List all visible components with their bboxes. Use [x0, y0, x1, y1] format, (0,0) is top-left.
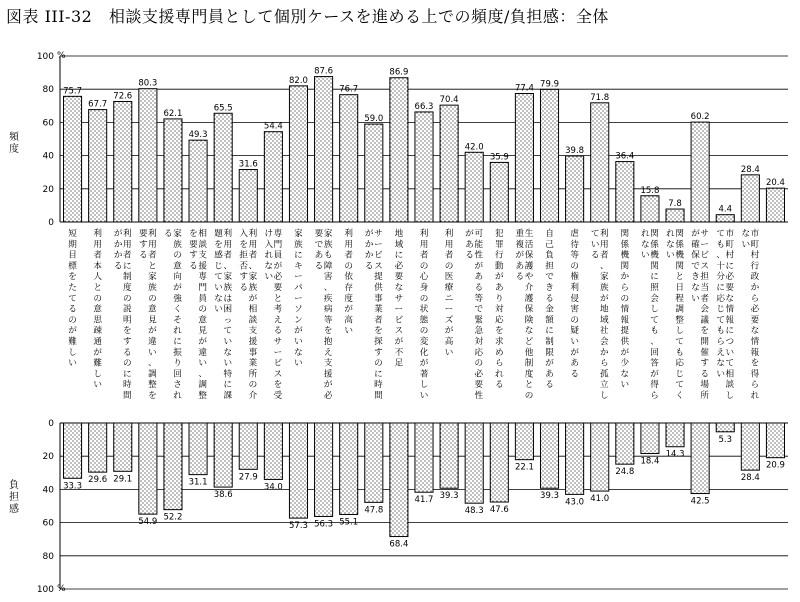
burden-bar [89, 423, 107, 472]
bottom-axis-title: 負担感 [9, 480, 19, 515]
frequency-bar [239, 170, 257, 222]
frequency-bar [691, 122, 709, 222]
frequency-value-label: 87.6 [314, 66, 334, 77]
frequency-value-label: 4.4 [718, 204, 733, 215]
frequency-bar [114, 101, 132, 222]
bottom-tick-label: 40 [42, 485, 54, 496]
frequency-value-label: 66.3 [414, 101, 434, 112]
frequency-bar [365, 124, 383, 222]
frequency-value-label: 28.4 [740, 164, 760, 175]
burden-bar [415, 423, 433, 492]
burden-value-label: 57.3 [289, 521, 308, 532]
category-label: 家族にキーパーソンがいない [294, 229, 303, 369]
frequency-bar [214, 113, 232, 222]
frequency-bar [766, 188, 784, 222]
burden-bar [390, 423, 408, 537]
frequency-bar [64, 96, 82, 222]
frequency-bar [440, 105, 458, 222]
burden-value-label: 41.0 [590, 494, 610, 505]
category-label: 家族も障害、疾病等を抱え支援が必要である [314, 229, 333, 401]
category-label: サービス担当者会議を開催する場所が確保できない [691, 229, 710, 401]
burden-bar [540, 423, 558, 488]
burden-value-label: 28.4 [740, 473, 760, 484]
burden-value-label: 27.9 [238, 472, 258, 483]
chart-title: 図表 III-32 相談支援専門員として個別ケースを進める上での頻度/負担感：全体 [6, 7, 609, 26]
frequency-bar [741, 175, 759, 222]
category-label: 関係機関からの情報提供が少ない [620, 229, 630, 391]
burden-bar [490, 423, 508, 502]
burden-value-label: 47.8 [364, 505, 384, 516]
frequency-bar [666, 209, 684, 222]
burden-bar [264, 423, 282, 479]
frequency-bar [264, 132, 282, 222]
category-label: 相談支援専門員の意見が違い、調整を要する [189, 229, 207, 401]
burden-bar [691, 423, 709, 494]
axes [9, 51, 66, 595]
burden-bar [766, 423, 784, 458]
burden-value-label: 39.3 [439, 491, 459, 502]
bottom-tick-label: 100 [36, 585, 54, 595]
category-label: 短期目標をたてるのが難しい [68, 229, 77, 369]
burden-value-label: 56.3 [314, 519, 334, 530]
category-label: 利用者と家族の意見が違い、調整を要する [138, 229, 157, 401]
frequency-value-label: 62.1 [163, 108, 183, 119]
burden-value-label: 24.8 [615, 467, 635, 478]
frequency-value-label: 65.5 [213, 103, 233, 114]
burden-value-label: 34.0 [263, 482, 283, 493]
frequency-bar [566, 156, 584, 222]
burden-value-label: 18.4 [640, 456, 660, 467]
burden-value-label: 14.3 [665, 449, 685, 460]
frequency-bar [616, 162, 634, 222]
burden-bar [315, 423, 333, 516]
burden-bar [716, 423, 734, 432]
burden-bar [64, 423, 82, 478]
frequency-value-label: 70.4 [439, 95, 459, 106]
burden-value-label: 52.2 [163, 512, 183, 523]
burden-value-label: 42.5 [690, 496, 710, 507]
frequency-bar [716, 215, 734, 222]
burden-bar [465, 423, 483, 503]
burden-value-label: 38.6 [213, 490, 233, 501]
burden-bar [616, 423, 634, 464]
category-label: 利用者に制度の説明をするのに時間がかかる [113, 229, 132, 401]
burden-bar [189, 423, 207, 475]
burden-bar [365, 423, 383, 502]
burden-bar [214, 423, 232, 487]
category-label: 利用者本人との意思疎通が難しい [93, 229, 102, 391]
category-label: 関係機関と日程調整しても応じてくれない [666, 229, 684, 401]
burden-value-label: 5.3 [718, 434, 733, 445]
burden-value-label: 39.3 [540, 491, 559, 502]
category-label: 利用者の医療ニーズが高い [444, 229, 454, 358]
burden-value-label: 47.6 [489, 505, 509, 516]
frequency-value-label: 82.0 [289, 75, 308, 86]
category-label: サービス提供事業者を探すのに時間がかかる [364, 229, 383, 401]
category-label: 虐待等の権利侵害の疑いがある [570, 229, 579, 380]
frequency-bar [340, 95, 358, 222]
frequency-bar [540, 89, 558, 222]
category-label: 地域に必要なサービスが不足 [394, 229, 404, 369]
burden-bar [591, 423, 609, 491]
frequency-value-label: 54.4 [263, 121, 283, 132]
category-label: 利用者、家族は困っていない特に課題を感じていない [214, 229, 233, 401]
top-tick-label: 60 [42, 118, 54, 129]
frequency-bar [315, 77, 333, 222]
frequency-value-label: 72.6 [113, 91, 133, 102]
frequency-bar [390, 78, 408, 222]
frequency-value-label: 7.8 [668, 199, 682, 210]
burden-value-label: 29.6 [88, 475, 108, 486]
frequency-value-label: 80.3 [138, 78, 158, 89]
bottom-tick-label: 60 [42, 518, 54, 529]
top-tick-label: 40 [42, 151, 54, 162]
frequency-bar [89, 110, 107, 222]
category-labels [68, 227, 759, 401]
frequency-bar [415, 112, 433, 222]
burden-value-label: 68.4 [389, 539, 409, 550]
burden-value-label: 41.7 [414, 495, 434, 506]
category-label: 生活保護や介護保険など他制度との重複がある [515, 229, 534, 401]
frequency-value-label: 67.7 [88, 99, 108, 110]
bottom-tick-label: 0 [48, 419, 54, 429]
burden-value-label: 31.1 [188, 477, 208, 488]
category-label: 利用者の依存度が高い [344, 229, 353, 337]
frequency-value-label: 79.9 [540, 79, 559, 90]
frequency-bar [490, 162, 508, 222]
category-label: 利用者、家族が地域社会から孤立している [590, 229, 609, 401]
top-unit-label: % [57, 51, 66, 61]
frequency-bar [164, 119, 182, 222]
burden-bar [641, 423, 659, 454]
frequency-bar [189, 140, 207, 222]
burden-bar [139, 423, 157, 514]
bottom-tick-label: 20 [42, 452, 54, 463]
frequency-value-label: 31.6 [238, 159, 258, 170]
frequency-value-label: 36.4 [615, 151, 635, 162]
top-tick-label: 20 [42, 184, 54, 195]
frequency-value-label: 71.8 [590, 92, 610, 103]
burden-bar [440, 423, 458, 488]
category-label: 利用者の心身の状態の変化が著しい [419, 229, 429, 401]
burden-value-label: 55.1 [339, 517, 359, 528]
frequency-value-label: 39.8 [565, 145, 585, 156]
frequency-bar [465, 152, 483, 222]
bottom-bars [63, 423, 785, 550]
frequency-bar [139, 89, 157, 222]
burden-bar [164, 423, 182, 510]
category-label: 可能性がある等で緊急対応の必要性がある [465, 229, 484, 401]
burden-bar [289, 423, 307, 518]
category-label: 犯罪行動があり対応を求められる [495, 229, 504, 391]
frequency-value-label: 20.4 [765, 178, 785, 189]
burden-value-label: 22.1 [514, 462, 534, 473]
burden-value-label: 29.1 [113, 474, 133, 485]
burden-bar [741, 423, 759, 470]
frequency-value-label: 35.9 [489, 152, 509, 163]
category-label: 専門員が必要と考えるサービスを受け入れない [264, 229, 283, 401]
burden-value-label: 43.0 [565, 497, 585, 508]
burden-bar [666, 423, 684, 447]
burden-value-label: 54.9 [138, 517, 158, 528]
burden-value-label: 33.3 [63, 481, 83, 492]
category-label: 市町村行政から必要な情報を得られない [741, 229, 760, 401]
frequency-value-label: 15.8 [640, 185, 660, 196]
burden-bar [566, 423, 584, 494]
frequency-bar [641, 196, 659, 222]
top-tick-label: 0 [48, 218, 54, 228]
burden-value-label: 20.9 [765, 460, 785, 471]
frequency-value-label: 86.9 [389, 67, 409, 78]
frequency-value-label: 60.2 [690, 112, 710, 123]
category-label: 市町村に必要な情報について相談しても、十分に応じてもらえない [716, 229, 735, 401]
frequency-value-label: 77.4 [514, 83, 534, 94]
burden-bar [239, 423, 257, 469]
bottom-tick-label: 80 [42, 551, 54, 562]
frequency-value-label: 42.0 [464, 142, 484, 153]
category-label: 自己負担できる金額に制限がある [545, 229, 554, 391]
frequency-bar [591, 103, 609, 222]
top-tick-label: 100 [36, 52, 54, 62]
frequency-value-label: 59.0 [364, 114, 384, 125]
category-label: 関係機関に照会しても、回答が得られない [641, 229, 659, 401]
category-label: 家族の意向が強くそれに振り回される [164, 229, 182, 401]
frequency-value-label: 76.7 [339, 84, 359, 95]
bottom-unit-label: % [57, 584, 66, 594]
frequency-bar [289, 86, 307, 222]
top-bars [63, 67, 785, 222]
top-axis-title: 頻度 [9, 132, 19, 155]
burden-bar [340, 423, 358, 514]
burden-value-label: 48.3 [464, 506, 484, 517]
burden-bar [114, 423, 132, 471]
category-label: 利用者、家族が相談支援事業所の介入を拒否する [239, 229, 258, 401]
frequency-value-label: 75.7 [63, 86, 83, 97]
frequency-value-label: 49.3 [188, 130, 208, 141]
top-tick-label: 80 [42, 85, 54, 96]
frequency-bar [515, 94, 533, 222]
burden-bar [515, 423, 533, 460]
